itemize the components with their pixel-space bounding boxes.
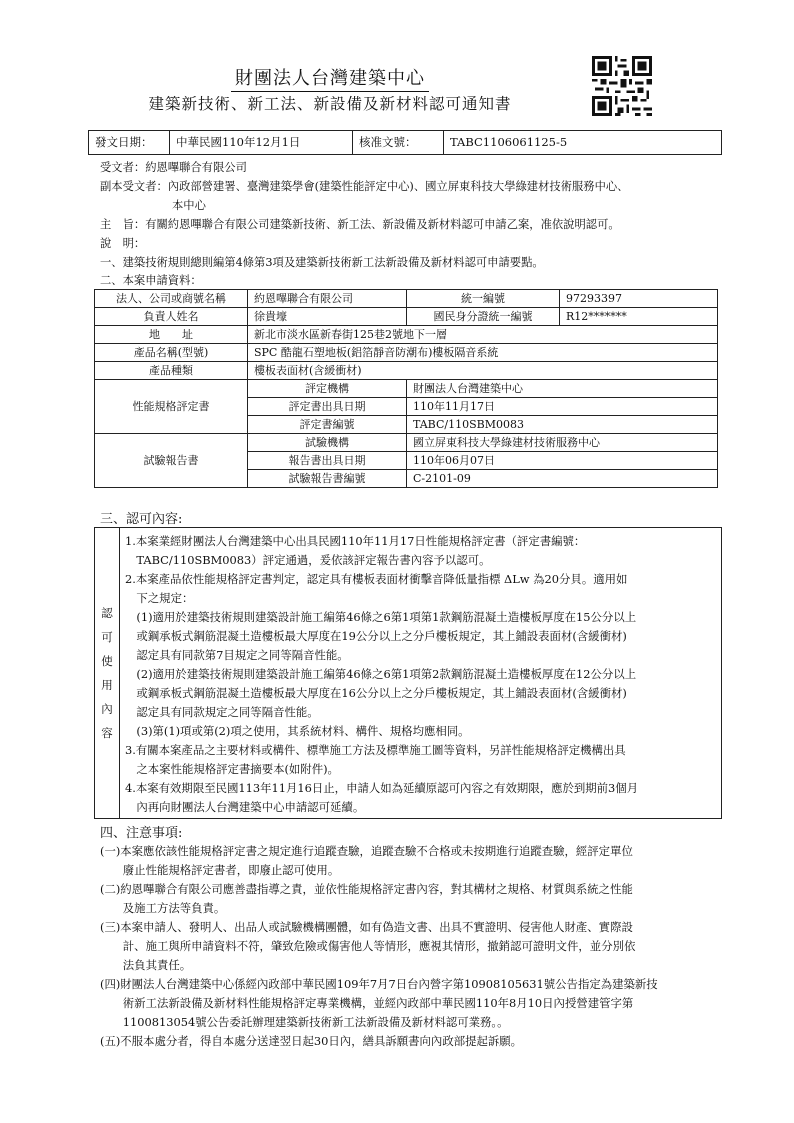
approval-line: 3.有關本案產品之主要材料或構件、標準施工方法及標準施工圖等資料，另詳性能規格評定機構出具 (125, 743, 626, 757)
note-line: 法負其責任。 (100, 958, 192, 972)
person-label: 負責人姓名 (95, 308, 248, 326)
approval-line: 或鋼承板式鋼筋混凝土造樓板最大厚度在19公分以上之分戶樓板規定，其上鋪設表面材(含緩衝材) (125, 629, 627, 643)
test-label: 試驗報告書 (95, 434, 248, 488)
unified-value: 97293397 (560, 290, 718, 308)
note-line: (四)財團法人台灣建築中心係經內政部中華民國109年7月7日台內營字第10908105631號公告指定為建築新技 (100, 977, 658, 991)
cert-value: 財團法人台灣建築中心 (407, 380, 718, 398)
approval-line: (3)第(1)項或第(2)項之使用，其系統材料、構件、規格均應相同。 (125, 724, 470, 738)
recipient: 受文者：約恩嗶聯合有限公司 (100, 161, 247, 174)
cert-key: 評定書編號 (248, 416, 407, 434)
test-key: 試驗報告書編號 (248, 470, 407, 488)
section4-heading: 四、注意事項: (100, 826, 183, 841)
approval-side-label (95, 528, 120, 818)
approval-line: 4.本案有效期限至民國113年11月16日止，申請人如為延續原認可內容之有效期限，應於到期前3個月 (125, 781, 639, 795)
applicant-label: 法人、公司或商號名稱 (95, 290, 248, 308)
test-key: 試驗機構 (248, 434, 407, 452)
applicant-value: 約恩嗶聯合有限公司 (248, 290, 407, 308)
section3-heading: 三、認可內容: (100, 512, 183, 527)
address-value: 新北市淡水區新春街125巷2號地下一層 (248, 326, 718, 344)
test-value: C-2101-09 (407, 470, 718, 488)
cc-line-2: 本中心 (172, 199, 206, 212)
doc-title: 建築新技術、新工法、新設備及新材料認可通知書 (148, 95, 512, 113)
address-label: 地 址 (95, 326, 248, 344)
approval-line: 或鋼承板式鋼筋混凝土造樓板最大厚度在16公分以上之分戶樓板規定，其上鋪設表面材(含緩衝材) (125, 686, 627, 700)
category-label: 產品種類 (95, 362, 248, 380)
note-line: 計、施工與所申請資料不符，肇致危險或傷害他人等情形，應視其情形，撤銷認可證明文件，並分別依 (100, 939, 636, 953)
side-char: 使 (101, 654, 113, 668)
side-char: 認 (101, 606, 113, 620)
meta-table (88, 130, 722, 155)
ref-label: 核准文號： (353, 131, 444, 155)
product-label: 產品名稱(型號) (95, 344, 248, 362)
approval-line: 認定具有同款第7目規定之同等隔音性能。 (125, 648, 349, 662)
side-char: 容 (101, 726, 113, 740)
approval-text (125, 532, 638, 817)
explain-item-2: 二、本案申請資料： (100, 274, 202, 287)
qr-code-icon (592, 56, 652, 116)
approval-line: 下之規定： (125, 591, 194, 605)
test-value: 110年06月07日 (407, 452, 718, 470)
note-line: (三)本案申請人、發明人、出品人或試驗機構團體，如有偽造文書、出具不實證明、侵害他人財產、實際設 (100, 920, 633, 934)
note-line: 及施工方法等負責。 (100, 901, 226, 915)
date-label: 發文日期： (89, 131, 170, 155)
side-char: 可 (101, 630, 113, 644)
approval-content-box (94, 527, 722, 819)
cert-value: 110年11月17日 (407, 398, 718, 416)
approval-line: 1.本案業經財團法人台灣建築中心出具民國110年11月17日性能規格評定書（評定書編號： (125, 534, 586, 548)
product-value: SPC 酷龍石塑地板(鋁箔靜音防潮布)樓板隔音系統 (248, 344, 718, 362)
cert-label: 性能規格評定書 (95, 380, 248, 434)
notes-list (100, 842, 658, 1051)
cert-key: 評定機構 (248, 380, 407, 398)
note-line: (二)約恩嗶聯合有限公司應善盡指導之責，並依性能規格評定書內容，對其構材之規格、材質與系統之性能 (100, 882, 633, 896)
note-line: (一)本案應依該性能規格評定書之規定進行追蹤查驗，追蹤查驗不合格或未按期進行追蹤查驗，經評定單位 (100, 844, 633, 858)
ref-value: TABC1106061125-5 (444, 131, 722, 155)
approval-line: TABC/110SBM0083）評定通過，爰依該評定報告書內容予以認可。 (125, 553, 491, 567)
category-value: 樓板表面材(含緩衝材) (248, 362, 718, 380)
side-char: 用 (101, 678, 113, 692)
approval-line: (2)適用於建築技術規則建築設計施工編第46條之6第1項第2款鋼筋混凝土造樓板厚度在12公分以上 (125, 667, 637, 681)
explain-label: 說 明： (100, 237, 146, 250)
cc-line-1: 副本受文者：內政部營建署、臺灣建築學會(建築性能評定中心)、國立屏東科技大學綠建材技術服務中心、 (100, 180, 629, 193)
cert-key: 評定書出具日期 (248, 398, 407, 416)
application-table (94, 289, 718, 488)
note-line: 廢止性能規格評定書者，即廢止認可使用。 (100, 863, 340, 877)
note-line: (五)不服本處分者，得自本處分送達翌日起30日內，繕具訴願書向內政部提起訴願。 (100, 1034, 523, 1048)
approval-line: 2.本案產品依性能規格評定書判定，認定具有樓板表面材衝擊音降低量指標 ΔLw 為20分貝。適用如 (125, 572, 628, 586)
subject: 主 旨：有關約恩嗶聯合有限公司建築新技術、新工法、新設備及新材料認可申請乙案，准依說明認可。 (100, 218, 620, 231)
approval-line: 認定具有同款規定之同等隔音性能。 (125, 705, 319, 719)
unified-label: 統一編號 (407, 290, 560, 308)
side-char: 內 (101, 702, 113, 716)
org-title: 財團法人台灣建築中心 (0, 64, 660, 90)
test-value: 國立屏東科技大學綠建材技術服務中心 (407, 434, 718, 452)
explain-item-1: 一、建築技術規則總則編第4條第3項及建築新技術新工法新設備及新材料認可申請要點。 (100, 256, 544, 269)
date-value: 中華民國110年12月1日 (170, 131, 353, 155)
cert-value: TABC/110SBM0083 (407, 416, 718, 434)
approval-line: 內再向財團法人台灣建築中心申請認可延續。 (125, 800, 365, 814)
id-value: R12******* (560, 308, 718, 326)
note-line: 1100813054號公告委託辦理建築新技術新工法新設備及新材料認可業務。。 (100, 1015, 509, 1029)
id-label: 國民身分證統一編號 (407, 308, 560, 326)
approval-line: 之本案性能規格評定書摘要本(如附件)。 (125, 762, 339, 776)
note-line: 術新工法新設備及新材料性能規格評定專業機構，並經內政部中華民國110年8月10日內授營建管字第 (100, 996, 634, 1010)
approval-line: (1)適用於建築技術規則建築設計施工編第46條之6第1項第1款鋼筋混凝土造樓板厚度在15公分以上 (125, 610, 637, 624)
person-value: 徐貴壕 (248, 308, 407, 326)
test-key: 報告書出具日期 (248, 452, 407, 470)
